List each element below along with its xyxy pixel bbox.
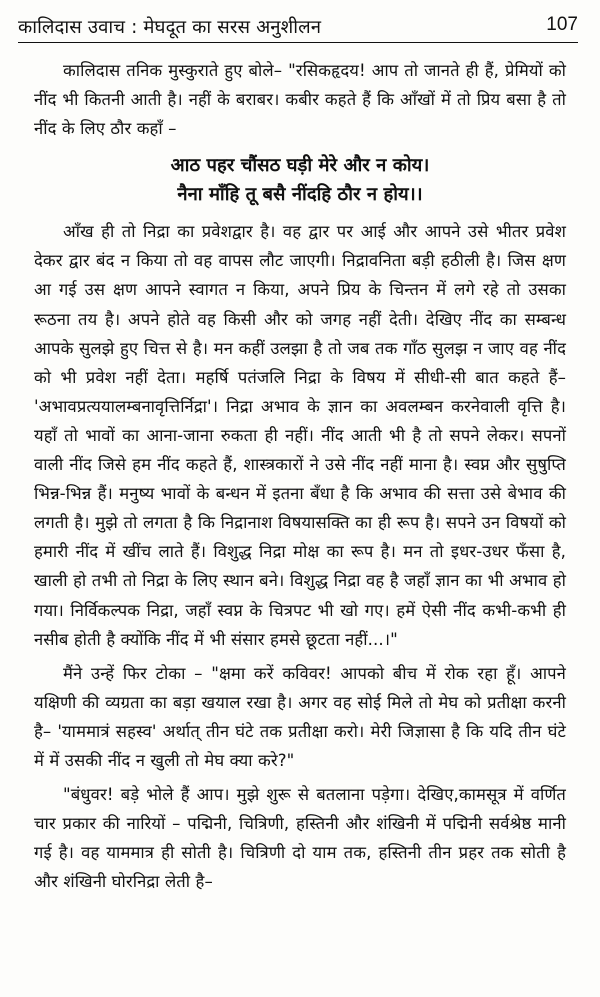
verse-line-1: आठ पहर चौंसठ घड़ी मेरे और न कोय। [170,155,430,177]
kabir-couplet [34,151,566,209]
running-title: कालिदास उवाच : मेघदूत का सरस अनुशीलन [18,17,322,38]
page-body [34,56,566,901]
paragraph-question: मैंने उन्हें फिर टोका – "क्षमा करें कविवर! आपको बीच में रोक रहा हूँ। आपने यक्षिणी की व्यग्रता का बड़ा खयाल रखा है। अगर वह सोई मिले तो मेघ को प्रतीक्षा करनी है– 'याममात्रं सहस्व' अर्थात् तीन घंटे तक प्रतीक्षा करो। मेरी जिज्ञासा है कि यदि तीन घंटे में में उसकी नींद न खुली तो मेघ क्या करे?" [34,663,566,770]
running-head [18,8,578,43]
page-number: 107 [546,14,578,35]
paragraph-kalidas-intro: कालिदास तनिक मुस्कुराते हुए बोले– "रसिकहृदय! आप तो जानते ही हैं, प्रेमियों को नींद भी कितनी आती है। नहीं के बराबर। कबीर कहते हैं कि आँखों में तो प्रिय बसा है तो नींद के लिए ठौर कहाँ – [34,61,566,139]
paragraph-answer: "बंधुवर! बड़े भोले हैं आप। मुझे शुरू से बतलाना पड़ेगा। देखिए,कामसूत्र में वर्णित चार प्रकार की नारियों – पद्मिनी, चित्रिणी, हस्तिनी और शंखिनी में पद्मिनी सर्वश्रेष्ठ मानी गई है। वह याममात्र ही सोती है। चित्रिणी दो याम तक, हस्तिनी तीन प्रहर तक सोती है और शंखिनी घोरनिद्रा लेती है– [34,785,566,892]
paragraph-nidra: आँख ही तो निद्रा का प्रवेशद्वार है। वह द्वार पर आई और आपने उसे भीतर प्रवेश देकर द्वार बंद न किया तो वह वापस लौट जाएगी। निद्रावनिता बड़ी हठीली है। जिस क्षण आ गई उस क्षण आपने स्वागत न किया, अपने प्रिय के चिन्तन में लगे रहे तो उसका रूठना तय है। अपने होते वह किसी और को जगह नहीं देती। देखिए नींद का सम्बन्ध आपके सुलझे हुए चित्त से है। मन कहीं उलझा है तो जब तक गाँठ सुलझ न जाए वह नींद को भी प्रवेश नहीं देता। महर्षि पतंजलि निद्रा के विषय में सीधी-सी बात कहते हैं– 'अभावप्रत्ययालम्बनावृत्तिर्निद्रा'। निद्रा अभाव के ज्ञान का अवलम्बन करनेवाली वृत्ति है। यहाँ तो भावों का आना-जाना रुकता ही नहीं। नींद आती भी है तो सपने लेकर। सपनों वाली नींद जिसे हम नींद कहते हैं, शास्त्रकारों ने उसे नींद नहीं माना है। स्वप्न और सुषुप्ति भिन्न-भिन्न हैं। मनुष्य भावों के बन्धन में इतना बँधा है कि अभाव की सत्ता उसे बेभाव की लगती है। मुझे तो लगता है कि निद्रानाश विषयासक्ति का ही रूप है। सपने उन विषयों को हमारी नींद में खींच लाते हैं। विशुद्ध निद्रा मोक्ष का रूप है। मन तो इधर-उधर फँसा है, खाली हो तभी तो निद्रा के लिए स्थान बने। विशुद्ध निद्रा वह है जहाँ ज्ञान का भी अभाव हो गया। निर्विकल्पक निद्रा, जहाँ स्वप्न के चित्रपट भी खो गए। हमें ऐसी नींद कभी-कभी ही नसीब होती है क्योंकि नींद में भी संसार हमसे छूटता नहीं...।" [34,222,566,649]
verse-line-2: नैना माँहि तू बसै नींदहि ठौर न होय।। [177,184,423,206]
